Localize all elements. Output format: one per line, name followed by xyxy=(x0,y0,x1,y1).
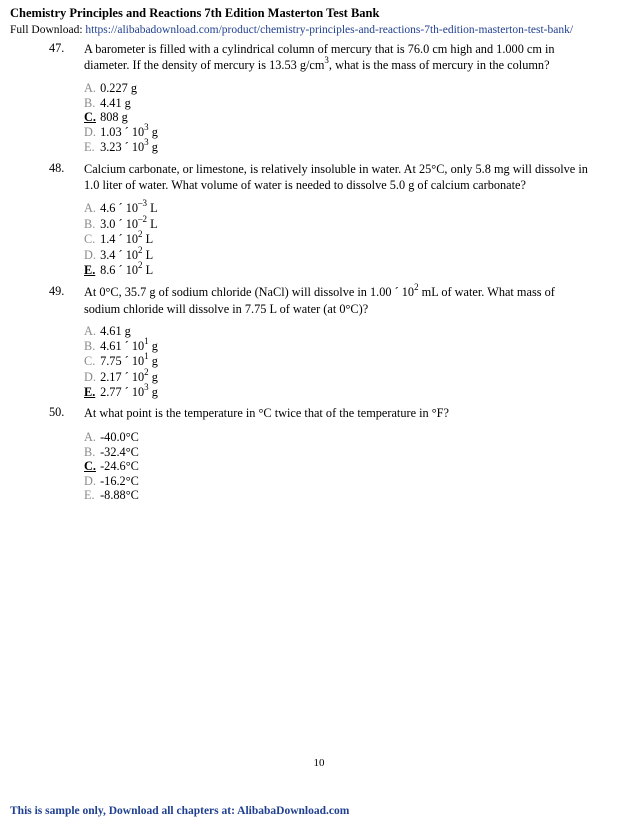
option-text: 3.0 ´ $10^{-2}$ L xyxy=(97,213,158,231)
option-letter: B. xyxy=(84,95,96,110)
option-list xyxy=(84,81,158,156)
answer-option xyxy=(84,244,158,264)
option-letter: B. xyxy=(84,338,96,353)
download-link[interactable]: https://alibabadownload.com/product/chemistry-principles-and-reactions-7th-edition-masterton-test-bank/ xyxy=(85,24,574,36)
option-text: 4.41 g xyxy=(97,95,131,110)
option-letter: B. xyxy=(84,444,96,459)
answer-option xyxy=(84,474,139,489)
option-text: 4.61 ´ $10^1$ g xyxy=(97,335,158,353)
option-letter: C. xyxy=(84,232,96,247)
download-line xyxy=(10,24,573,36)
option-list xyxy=(84,198,158,279)
option-list xyxy=(84,324,158,401)
option-list xyxy=(84,430,139,503)
option-letter: D. xyxy=(84,247,96,262)
option-letter: A. xyxy=(84,430,96,444)
option-letter: E. xyxy=(84,140,95,155)
option-text: 4.6 ´ $10^{-3}$ L xyxy=(97,198,158,215)
option-letter: C. xyxy=(84,354,96,369)
option-letter: B. xyxy=(84,216,96,231)
option-text: 3.23 ´ $10^3$ g xyxy=(97,137,158,155)
option-letter: C. xyxy=(84,110,96,125)
answer-option xyxy=(84,430,139,445)
option-text: 1.03 ´ $10^3$ g xyxy=(97,121,158,139)
option-text: 7.75 ´ $10^1$ g xyxy=(97,351,158,369)
option-text: 0.227 g xyxy=(97,81,137,95)
question-text: Calcium carbonate, or limestone, is relatively insoluble in water. At 25°C, only 5.8 mg will dissolve in 1.0 liter of water. What volume of water is needed to dissolve 5.0 g of calcium carbonate? xyxy=(84,162,588,192)
answer-option xyxy=(84,459,139,474)
footer-notice: This is sample only, Download all chapters at: AlibabaDownload.com xyxy=(10,805,350,817)
option-letter: D. xyxy=(84,124,96,139)
option-text: 1.4 ´ $10^2$ L xyxy=(97,229,154,247)
answer-option xyxy=(84,260,158,279)
option-text: -8.88°C xyxy=(97,488,139,503)
option-letter: E. xyxy=(84,385,96,400)
option-text: 4.61 g xyxy=(97,324,131,338)
option-letter: E. xyxy=(84,488,95,503)
option-text: 2.17 ´ $10^2$ g xyxy=(97,366,158,384)
answer-option xyxy=(84,445,139,460)
question-number: 50. xyxy=(49,405,65,419)
option-letter: D. xyxy=(84,369,96,384)
option-text: -40.0°C xyxy=(97,430,139,444)
option-letter: A. xyxy=(84,81,96,95)
answer-option xyxy=(84,488,139,503)
page-number: 10 xyxy=(313,757,325,769)
option-text: 8.6 ´ $10^2$ L xyxy=(97,260,154,278)
question-text: At what point is the temperature in °C twice that of the temperature in °F? xyxy=(84,406,449,420)
answer-option xyxy=(84,137,158,156)
option-text: 2.77 ´ $10^3$ g xyxy=(97,382,158,400)
option-text: -32.4°C xyxy=(97,444,139,459)
answer-option xyxy=(84,229,158,248)
question-number: 49. xyxy=(49,284,65,298)
option-letter: D. xyxy=(84,473,96,488)
question-number: 47. xyxy=(49,41,65,55)
download-prefix: Full Download: xyxy=(10,24,86,36)
answer-option xyxy=(84,96,158,111)
option-letter: A. xyxy=(84,324,96,338)
option-text: -16.2°C xyxy=(97,473,139,488)
option-text: 3.4 ´ $10^2$ L xyxy=(97,244,154,262)
question-text: A barometer is filled with a cylindrical column of mercury that is 76.0 cm high and 1.000 cm in diameter. If the density of mercury is 13.53 $g/cm^3$, what is the mass of mercury in the column? xyxy=(84,42,555,72)
answer-option xyxy=(84,81,158,96)
option-letter: E. xyxy=(84,263,96,278)
answer-option xyxy=(84,213,158,233)
question-text: At 0°C, 35.7 g of sodium chloride (NaCl) will dissolve in 1.00 ´ $10^2$ mL of water. What mass of sodium chloride will dissolve in 7.75 L of water (at 0°C)? xyxy=(84,282,555,316)
option-letter: A. xyxy=(84,201,96,215)
option-letter: C. xyxy=(84,459,96,474)
document-title: Chemistry Principles and Reactions 7th Edition Masterton Test Bank xyxy=(10,6,380,20)
option-text: 808 g xyxy=(97,110,128,125)
answer-option xyxy=(84,382,158,401)
question-number: 48. xyxy=(49,161,65,175)
option-text: -24.6°C xyxy=(97,459,139,474)
